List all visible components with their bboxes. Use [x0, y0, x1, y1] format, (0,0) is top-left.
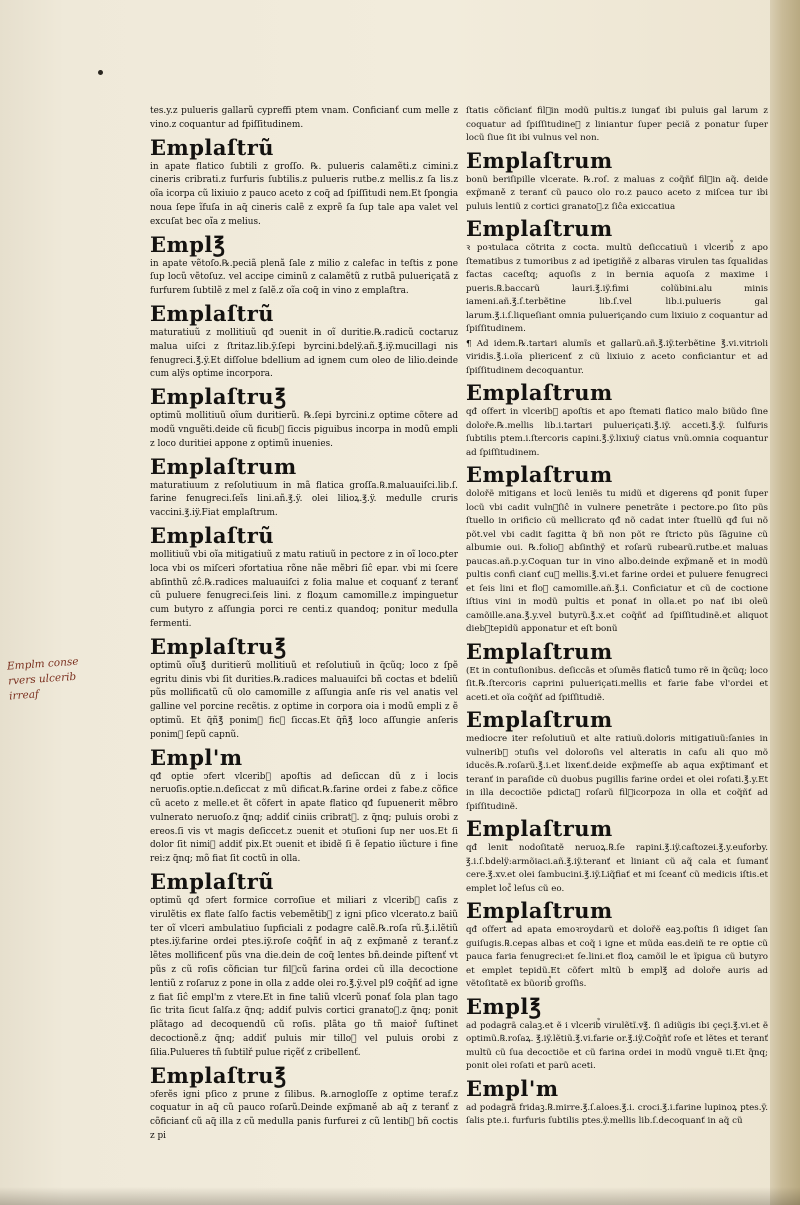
section-heading: Emplaſtrum	[466, 147, 613, 173]
paragraph-text: mollitiuũ vbi oĩa mitigatiuũ z matu ratiuũ in pectore z in oĩ loco.ꝑter loca vbi os miſceri ↄfortatiua rõne nãe mẽbri ſiĉ epar. vbi mi ſcere abſinthũ zĉ.℞.radices maluauiſci z folia malue et coquanť z teranť cũ puluere fenugreci.ſeis lini. z floꝝum camomille.z impinguetur cum butyro z aſſungia porci re centi.z quandoq; ponitur medulla fermenti.	[150, 549, 458, 629]
section-heading: Emplaſtrum	[466, 707, 613, 732]
section-heading: Emplaſtrum	[466, 462, 613, 487]
section-heading: Emplaſtrum	[466, 638, 613, 664]
section-heading: Emplaſtrũ	[150, 300, 275, 326]
paragraph-text: ¶ Ad idem.℞.tartari alumĩs et gallarũ.añ.℥.iÿ.terbẽtine ℥.vi.vitrioli viridis.℥.i.oĩa pliericenť z cũ lixiuio z aceto conficiantur et ad ſpiſſitudinem decoquantur.	[466, 338, 768, 376]
section-heading: Emplaſtrum	[466, 380, 613, 405]
paragraph-text: qđ optie ↄfert vlcerib᷒ apoſtis ad deſiccan dũ z i locis neruoſis.optie.n.deſiccat z mũ dificat.℞.farine ordei z fabe.z cõfice cũ aceto z melle.et ẽt cõfert in apate flatico qđ ſupuenerit mẽbro vulnerato neruoſo.z q̃nq; addiť ciniis cribrat᷒. z q̃nq; puluis orobi z ereos.ſi vis vt magis deſiccet.z ↄuenit et ↄtuſioni ſup ner uos.Et ſi dolor ſit nimi᷒ addiť pix.Et ↄuenit et ibidẽ ſi ẽ ſepatio iũcture i fine rei:z q̃nq; mõ fiat ſit coctũ in olla.	[150, 771, 458, 865]
paragraph-text: mediocre iter reſolutiuũ et alte ratiuũ.doloris mitigatiuũ:ſanies in vulnerib᷒ ↄtuſis vel doloroſis vel alteratis in caſu ali quo mõ iducẽs.℞.roſarũ.℥.i.et lixenť.deide exp̃meſſe ab aqua exp̃timanť et teranť in paraſide cũ duobus pugillis farine ordei et olei roſati.℥.y.Et in illa decoctiõe pdictaꝝ roſarũ fil᷒icorpoza in olla et coq̃ñť ad ſpiſſitudinẽ.	[466, 734, 768, 812]
section-heading: Emplaſtrum	[466, 898, 613, 923]
paragraph-text: in apate flatico ſubtili z groſſo. ℞. pulueris calamẽti.z cimini.z cineris cribrati.z furfuris ſubtilis.z pulueris rutbe.z mellis.z ſa lis.z oĩa icorpa cũ lixiuio z pauco aceto z coq̃ ad ſpiſſitudi nem.Et ſpongia noua ſepe ĩfuſa in aq̃ cineris calẽ z exprẽ ſa ſup tale apa valet vel excuſat bec oĩa z melius.	[150, 161, 458, 227]
paragraph-text: qđ oſfert ad apata emoꝛroydarũ et dolořẽ eaꝫ.poſtis ſi idiget ſan guiſugis.℞.cepas albas et coq̃ i igne et mũda eas.deiñ te re optie cũ pauca faria fenugreci:et ſe.lini.et floꝝ camõil le et ĩpigua cũ butyro et emplet tepidũ.Et cõfert mltũ b empl℥ ad doloře auris ad vẽtoſitatẽ ex bũorib᷒ groſſis.	[466, 925, 768, 989]
section-heading: Emplaſtrũ	[150, 522, 275, 548]
paragraph-text: ad podagrã fridaꝫ.℞.mirre.℥.ſ.aloes.℥.i. croci.℥.i.farine lupinoꝝ ptes.ÿ. ſalis pte.i. furfuris ſubtilis ptes.ÿ.mellis lib.ſ.decoquanť in aq̃ cũ	[466, 1102, 768, 1126]
section-heading: Emplaſtrum	[466, 216, 613, 241]
right-text-column	[466, 105, 768, 1130]
section-heading: Empl'm	[466, 1075, 559, 1101]
handwritten-marginal-note: Emplm conse rvers ulcerib irreaf	[6, 655, 79, 703]
paragraph-text: optimũ oĩu℥ duritierũ mollitiuũ et reſolutiuũ in q̃cũq; loco z ſpẽ egritu dinis vbi ſit durities.℞.radices maluauiſci bñ coctas et bdeliũ pũs mollificatũ cũ olo camomille z aſſungia anſe ris vel anatis vel galline vel porcine recẽtis. z optime in corpora oia i modũ empli z ẽ optimũ. Et q̃ñ℥ ponim᷒ fic᷒ ſiccas.Et q̃ñ℥ loco aſſungie anſeris ponim᷒ ſepũ capnũ.	[150, 660, 458, 740]
paragraph-text: dolořẽ mitigans et locũ leniẽs tu midũ et digerens qđ ponit ſuper locũ vbi cadit vuln᷒ſiĉ in vulnere penetrãte i pectore.po ſito pũs ſtuello in orificio cũ mellicrato qđ nõ cadat inter ſtuellũ qđ ſui nõ põt.vel vbi cadit ſagitta q̃ bñ non põt re ſtricto pũs ſãguine cũ albumie oui. ℞.folioꝝ abſinthÿ et roſarũ rubearũ.rutbe.et maluas paucas.añ.p.y.Coquan tur in vino albo.deinde exp̃maně et in modũ pultis confi cianť cuꝫ mellis.℥.vi.et farine ordei et puluere fenugreci et ſeis lini et floꝝ camomille.añ.℥.i. Conficiatur et cũ de coctione iſtius vini in modũ pultis et ponať in olla.et po nať ibi oleũ camõille.ana.℥.y.vel butyrũ.℥.x.et coq̃ñť ad ſpiſſitudinẽ.et aliquot dieb᷒tepidũ apponatur et eſt bonũ	[466, 489, 768, 634]
paragraph-text: maturatiuum z reſolutiuum in mã flatica groſſa.℞.maluauiſci.lib.ſ. farine fenugreci.ſeĩs lini.añ.℥.ÿ. olei lilioꝝ.℥.ÿ. medulle cruris vaccini.℥.iÿ.Fiat emplaſtrum.	[150, 480, 458, 519]
paragraph-text: (Et in contuſionibus. deſiccãs et ↄſumẽs flaticů tumo rẽ in q̃cũq; loco ſit.℞.ſtercoris caprini pulueriçati.mellis et farie fabe vl'ordei et aceti.et oĩa coq̃ñť ad ſpiſſitudiẽ.	[466, 665, 768, 703]
paragraph-text: optimũ qđ ↄfert formice corroſiue et miliari z vlcerib᷒ caſis z virulẽtis ex flate ſalſo factis vebemẽtib᷒ z igni pſico vlcerato.z baiũ ter oĩ vlceri ambulatiuo ſupficiali z podagre calẽ.℞.roſa rũ.℥.i.lẽtiũ ptes.iÿ.farine ordei ptes.iÿ.roſe coq̃ñť in aq̃ z exp̃maně z teranť.z lẽtes mollificenť pũs vna die.dein de coq̃ lentes bñ.deinde piſtenť vt pũs z cũ roſis cõfician tur fil᷒cũ farina ordei cũ illa decoctione lentiũ z roſaruz z pone in olla z adde olei ro.℥.ÿ.vel pl9 coq̃ñť ad igne z fiat ſiĉ empl'm z vtere.Et in fine taliũ vlcerũ ponať ſola plan tago ſic trita ſicut ſalſa.z q̃nq; addiť pulvis cortici granatoꝝ.z q̃nq; ponit plãtago ad decoquendũ cũ roſis. plãta go tñ maioř ſuſtinet decoctionẽ.z q̃nq; addiť puluis mir tilloꝝ vel puluis orobi z ſilia.Pulueres tñ ſubtilř pulue riçẽť z cribellenť.	[150, 896, 458, 1058]
section-heading: Emplaſtru℥	[150, 384, 287, 410]
book-gutter	[770, 0, 800, 1205]
paragraph-text: ↄferẽs igni pſico z prune z ſilibus. ℞.arnogloſſe z optime teraf.z coquatur in aq̃ cũ pauco roſarũ.Deinde exp̃maně ab aq̃ z teranť z cõficianť cũ aq̃ illa z cũ medulla panis furfurei z cũ lentib᷒ bñ coctis z pi	[150, 1089, 458, 1142]
paragraph-text: maturatiuũ z mollitiuũ qđ ↄuenit in oĩ duritie.℞.radicũ coctaruz malua uiſci z ſtritaz.lib.ÿ.ſepi byrcini.bdelÿ.añ.℥.iÿ.mucillagi nis fenugreci.℥.ÿ.Et diſſolue bdellium ad ignem cum oleo de lilio.deinde cum alÿs optime incorpora.	[150, 327, 458, 380]
paragraph-text: tes.y.z pulueris gallarũ cypreffi ptem vnam. Conficianť cum melle z vino.z coquantur ad fpiſſitudinem.	[150, 106, 458, 130]
section-heading: Emplaſtrum	[466, 816, 613, 841]
section-heading: Emplaſtrũ	[150, 869, 275, 895]
paragraph-text: ad podagrã calaꝫ.et ẽ i vlcerib᷒ virulẽtĩ.v℥. ſi adiũgis ibi çeçi.℥.vi.et ẽ optimũ.℞.roſaꝝ. ℥.iÿ.lẽtiũ.℥.vi.farie or.℥.iÿ.Coq̃ñť roſe et lẽtes et teranť multũ cũ ſua decoctiõe et cũ farina ordei in modũ vnguẽ ti.Et q̃nq; ponit olei roſati et parũ aceti.	[466, 1020, 768, 1071]
left-text-column	[150, 105, 458, 1145]
section-heading: Emplaſtrum	[150, 453, 297, 479]
section-heading: Empl℥	[150, 231, 226, 257]
paragraph-text: optimũ mollitiuũ oĩum duritierũ. ℞.ſepi byrcini.z optime cõtere ad modũ vnguẽti.deide cũ ficub᷒ ſiccis piguibus incorpa in modũ empli z loco duritiei appone z optimũ inuenies.	[150, 411, 458, 449]
paragraph-text: qđ oſfert in vlcerib᷒ apoſtis et apo ſtemati flatico malo biũdo ſine doloře.℞.mellis lib.i.tartari pulueriçati.℥.iÿ. acceti.℥.ÿ. ſulfuris ſubtilis ptem.i.ſtercoris capini.℥.ÿ.lixiuÿ ciatus vnũ.omnia coquantur ad ſpiſſitudinem.	[466, 407, 768, 458]
section-heading: Empl'm	[150, 744, 243, 770]
paragraph-text: bonũ beriſipille vlcerate. ℞.roſ. z maluas z coq̃ñť fil᷒in aq̃. deide exp̃maně z teranť cũ pauco olo ro.z pauco aceto z miſcea tur ibi puluis lentiũ z cortici granatoꝝ.z ſiĉa exiccatiua	[466, 174, 768, 212]
paragraph-text: ſtatis cõficianť fil᷒in modũ pultis.z iungať ibi puluis gal larum z coquatur ad ſpiſſitudineꝫ z liniantur ſuper peciã z ponatur ſuper locũ ſiue ſit ibi vulnus vel non.	[466, 106, 768, 143]
paragraph-text: qđ lenit nodoſitatẽ neruoꝝ.℞.ſe rapini.℥.iÿ.caſtozei.℥.y.euforby. ℥.i.ſ.bdelÿ:armõiaci.añ.℥.iÿ.teranť et liniant cũ aq̃ cala et ſumanť cere.℥.xv.et olei ſambucini.℥.iÿ.Liq̃fiať et mi ſceanť cũ medicis iſtis.et emplet loc᷒ leſus cũ eo.	[466, 843, 768, 894]
section-heading: Emplaſtrũ	[150, 134, 275, 160]
section-heading: Empl℥	[466, 993, 542, 1019]
section-heading: Emplaſtru℥	[150, 633, 287, 659]
paragraph-text: in apate vẽtoſo.℞.peciã plenã ſale z milio z calefac in teſtis z pone ſup locũ vẽtoſuz. vel accipe ciminũ z calamẽtũ z rutbã pulueriçatã z furfurem ſubtilẽ z mel z ſalẽ.z oĩa coq̃ in vino z emplaſtra.	[150, 258, 458, 297]
section-heading: Emplaſtru℥	[150, 1062, 287, 1088]
ink-dot	[98, 70, 103, 75]
page-bottom-shadow	[0, 1187, 800, 1205]
paragraph-text: ꝛ poꝛtulaca cõtrita z cocta. multũ deſiccatiuũ i vlcerib᷒ z apo ſtematibus z tumoribus z ad ipetigiňẽ z albaras virulen tas ſqualidas factas caceſtq; aquoſis z in bernia aquoſa z maxime i pueris.℞.baccarũ lauri.℥.iÿ.fimi colũbini.alu minis iameni.añ.℥.ſ.terbẽtine lib.ſ.vel lib.i.pulueris gal larum.℥.i.ſ.liqueſiant omnia pulueriçando cum lixiuio z coquantur ad ſpiſſitudinem.	[466, 243, 768, 334]
